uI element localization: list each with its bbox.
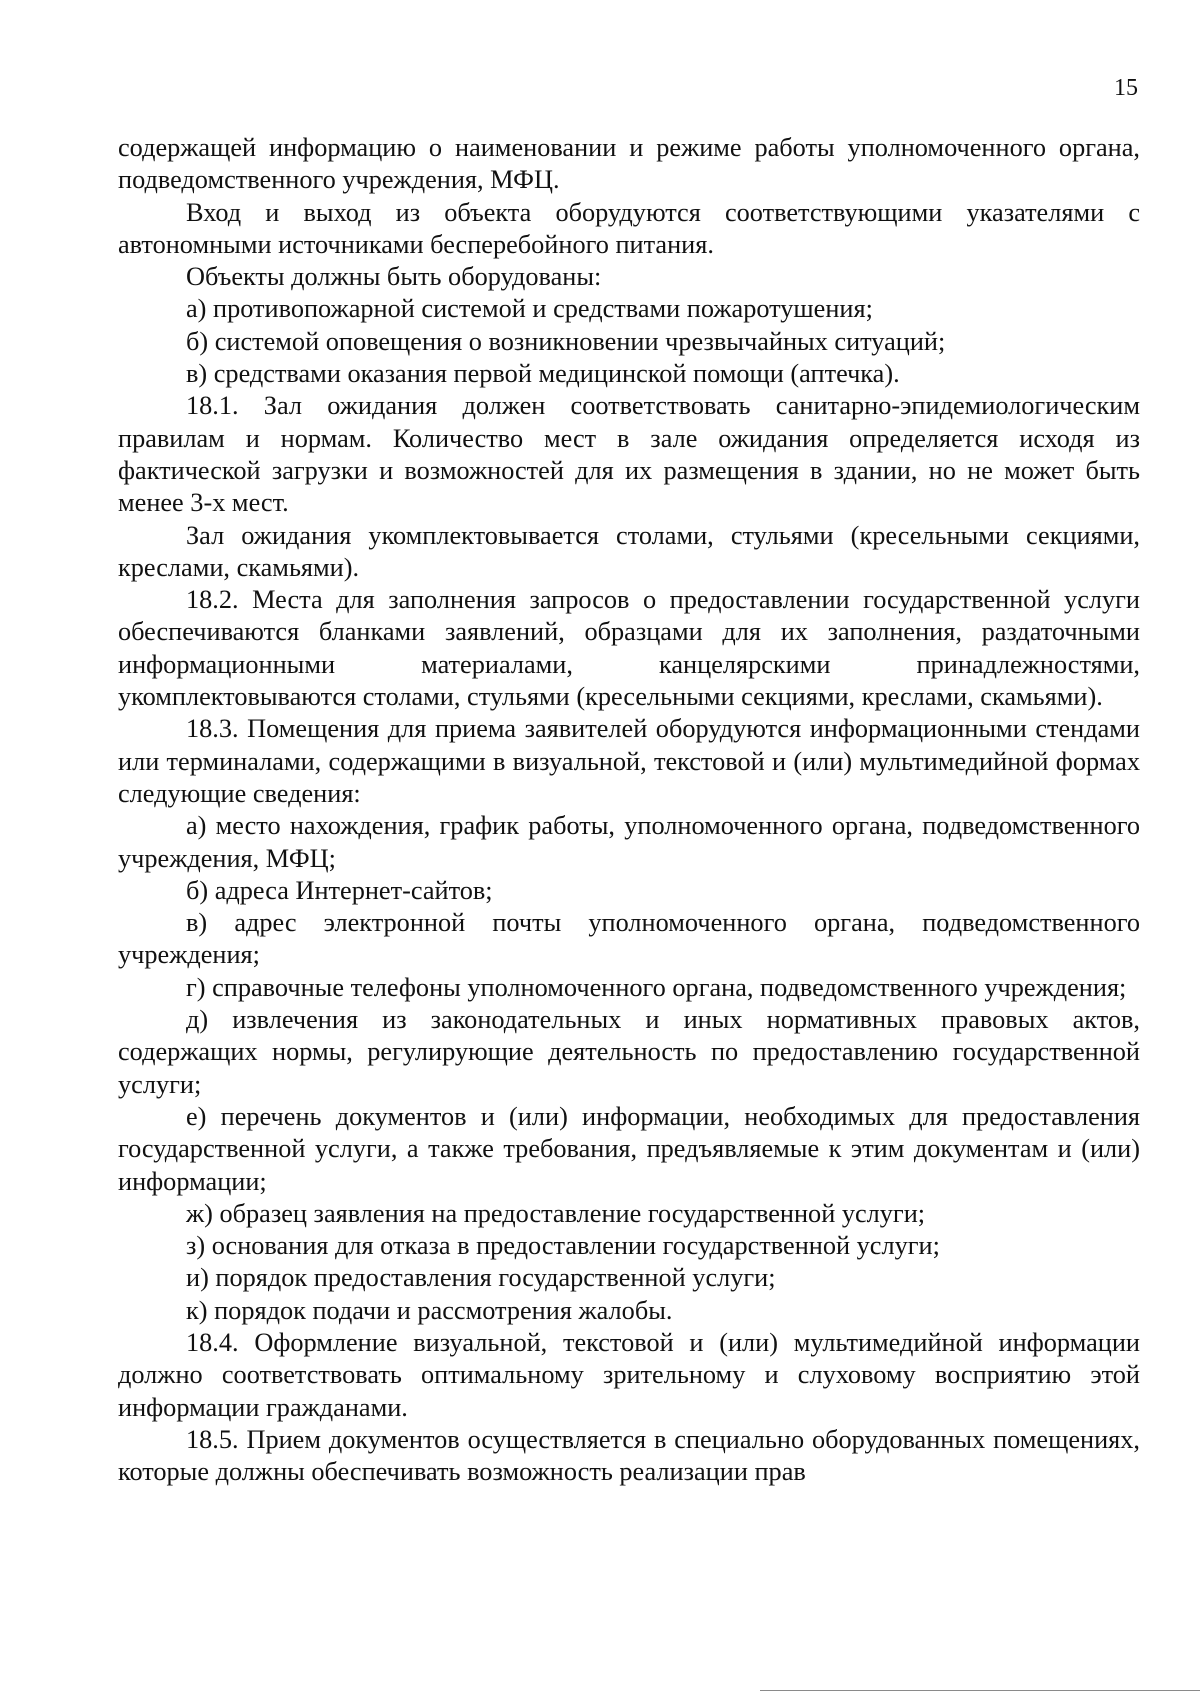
paragraph: Вход и выход из объекта оборудуются соответствующими указателями с автономными источниками бесперебойного питания. [118,197,1140,259]
list-item: з) основания для отказа в предоставлении государственной услуги; [186,1231,940,1261]
section-18-1: 18.1. Зал ожидания должен соответствовать санитарно-эпидемиологическим правилам и нормам. Количество мест в зале ожидания определяется исходя из фактической загрузки и возможностей для их размещения в здании, но не может быть менее 3-х мест. [118,391,1140,518]
page-number: 15 [1114,75,1138,101]
list-item: д) извлечения из законодательных и иных нормативных правовых актов, содержащих нормы, регулирующие деятельность по предоставлению государственной услуги; [118,1005,1140,1099]
list-item: в) адрес электронной почты уполномоченного органа, подведомственного учреждения; [118,908,1140,970]
section-18-2: 18.2. Места для заполнения запросов о предоставлении государственной услуги обеспечиваются бланками заявлений, образцами для их заполнения, раздаточными информационными материалами, канцелярскими принадлежностями, укомплектовываются столами, стульями (кресельными секциями, креслами, скамьями). [118,585,1140,712]
list-item: а) место нахождения, график работы, уполномоченного органа, подведомственного учреждения, МФЦ; [118,811,1140,873]
scan-edge-line [760,1690,1200,1691]
paragraph: Зал ожидания укомплектовывается столами, стульями (кресельными секциями, креслами, скамьями). [118,520,1140,582]
list-item: а) противопожарной системой и средствами пожаротушения; [186,294,873,324]
document-body [118,132,1140,1488]
section-18-3: 18.3. Помещения для приема заявителей оборудуются информационными стендами или терминалами, содержащими в визуальной, текстовой и (или) мультимедийной формах следующие сведения: [118,714,1140,808]
list-item: б) системой оповещения о возникновении чрезвычайных ситуаций; [186,326,946,356]
list-item: и) порядок предоставления государственной услуги; [186,1263,776,1293]
list-item: в) средствами оказания первой медицинской помощи (аптечка). [186,359,900,389]
paragraph: содержащей информацию о наименовании и режиме работы уполномоченного органа, подведомственного учреждения, МФЦ. [118,133,1140,195]
list-item: е) перечень документов и (или) информации, необходимых для предоставления государственной услуги, а также требования, предъявляемые к этим документам и (или) информации; [118,1101,1140,1196]
paragraph: Объекты должны быть оборудованы: [186,262,602,292]
list-item: ж) образец заявления на предоставление государственной услуги; [186,1198,926,1228]
list-item: б) адреса Интернет-сайтов; [186,875,493,905]
section-18-4: 18.4. Оформление визуальной, текстовой и (или) мультимедийной информации должно соответствовать оптимальному зрительному и слуховому восприятию этой информации гражданами. [118,1327,1140,1422]
list-item: г) справочные телефоны уполномоченного органа, подведомственного учреждения; [186,972,1127,1002]
list-item: к) порядок подачи и рассмотрения жалобы. [186,1295,673,1325]
section-18-5: 18.5. Прием документов осуществляется в специально оборудованных помещениях, которые должны обеспечивать возможность реализации прав [118,1424,1140,1487]
